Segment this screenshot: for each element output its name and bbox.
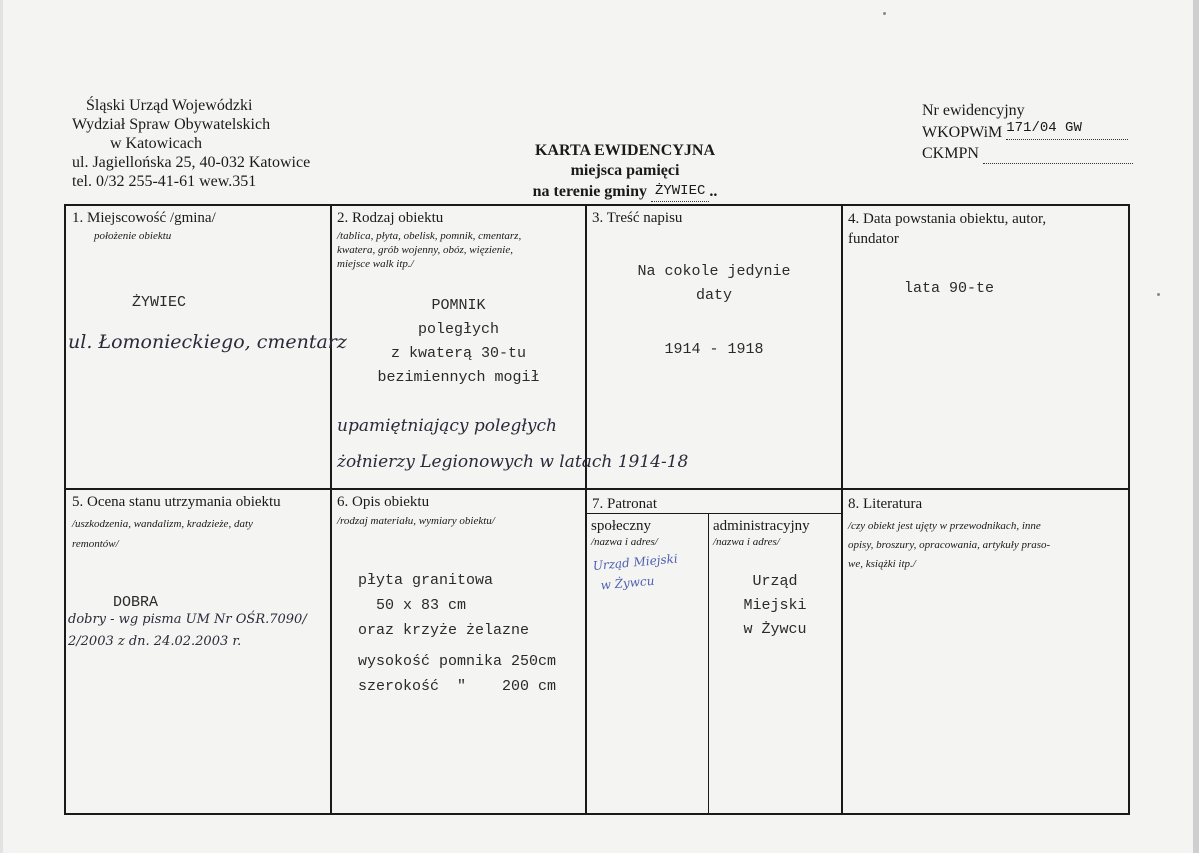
patronat-administracyjny-line: Urząd <box>752 573 798 590</box>
cell-1-typed-value: ŻYWIEC <box>132 294 187 311</box>
table-border-right <box>1128 204 1130 815</box>
cell-4-title-line: fundator <box>848 231 899 247</box>
patronat-spoleczny-line: Urząd Miejski <box>592 551 679 573</box>
patronat-header-divider <box>587 513 841 514</box>
registration-block <box>922 100 1162 164</box>
table-column-divider <box>841 204 843 815</box>
cell-3-typed-block <box>587 260 841 368</box>
office-line: Wydział Spraw Obywatelskich <box>72 116 271 133</box>
cell-4-title <box>848 209 1046 249</box>
cell-2-typed-block <box>332 294 585 390</box>
gmina-value: ŻYWIEC <box>651 181 709 202</box>
cell-5-subtitle <box>72 514 253 554</box>
cell-5-typed-value: DOBRA <box>113 594 159 611</box>
patronat-administracyjny-title: administracyjny <box>713 518 810 534</box>
cell-2-title: 2. Rodzaj obiektu <box>337 210 444 226</box>
table-border-bottom <box>64 813 1130 815</box>
cell-1-subtitle: położenie obiektu <box>94 230 172 242</box>
cell-5-subtitle-line: /uszkodzenia, wandalizm, kradzieże, daty <box>72 518 253 530</box>
cell-4-typed-value: lata 90-te <box>904 280 995 297</box>
cell-3-typed-line: daty <box>695 287 732 304</box>
patronat-administracyjny-line: w Żywcu <box>743 621 807 638</box>
cell-6-typed-line: oraz krzyże żelazne <box>358 622 530 639</box>
paper-speck <box>1157 293 1160 296</box>
cell-8-title: 8. Literatura <box>848 496 923 512</box>
cell-3-typed-line <box>587 308 841 332</box>
cell-3-typed-line: Na cokole jedynie <box>637 263 791 280</box>
cell-8-subtitle-line: opisy, broszury, opracowania, artykuły praso- <box>848 539 1051 551</box>
office-line: w Katowicach <box>110 135 202 152</box>
cell-6-title: 6. Opis obiektu <box>337 494 430 510</box>
paper-speck <box>883 12 886 15</box>
paper-left-edge <box>0 0 3 853</box>
cell-5-title: 5. Ocena stanu utrzymania obiektu <box>72 494 281 510</box>
cell-4-title-line: 4. Data powstania obiektu, autor, <box>848 211 1047 227</box>
wkopwim-line <box>922 121 1162 143</box>
ckmpn-label: CKMPN <box>922 145 979 162</box>
gmina-line: na terenie gminy ŻYWIEC .. <box>532 183 718 200</box>
issuing-office-block <box>72 96 310 191</box>
wkopwim-label: WKOPWiM <box>922 124 1003 141</box>
office-line: tel. 0/32 255-41-61 wew.351 <box>72 173 257 190</box>
patronat-spoleczny-subtitle: /nazwa i adres/ <box>591 536 658 548</box>
cell-1-title: 1. Miejscowość /gmina/ <box>72 210 216 226</box>
cell-8-subtitle-line: /czy obiekt jest ujęty w przewodnikach, inne <box>848 520 1041 532</box>
office-line: ul. Jagiellońska 25, 40-032 Katowice <box>72 154 311 171</box>
cell-7-title: 7. Patronat <box>592 496 657 512</box>
cell-2-subtitle-line: /tablica, płyta, obelisk, pomnik, cmentarz, <box>337 230 522 242</box>
cell-5-handwritten-line: dobry - wg pisma UM Nr OŚR.7090/ <box>68 612 307 627</box>
cell-5-handwritten-line: 2/2003 z dn. 24.02.2003 r. <box>68 634 242 649</box>
ckmpn-line <box>922 143 1162 164</box>
cell-2-typed-line: z kwaterą 30-tu <box>390 345 527 362</box>
cell-2-typed-line: POMNIK <box>431 297 486 314</box>
office-line: Śląski Urząd Wojewódzki <box>86 97 253 114</box>
patronat-administracyjny-typed <box>709 570 841 642</box>
table-border-left <box>64 204 66 815</box>
cell-2-typed-line: bezimiennych mogił <box>377 369 540 386</box>
document-title: KARTA EWIDENCYJNA <box>534 142 716 159</box>
patronat-column-divider <box>708 513 709 813</box>
cell-6-subtitle: /rodzaj materiału, wymiary obiektu/ <box>337 515 495 527</box>
table-row-divider <box>64 488 1130 490</box>
document-title-block <box>500 141 750 202</box>
cell-2-subtitle <box>337 229 521 271</box>
cell-2-handwritten-line: upamiętniający poległych <box>337 416 557 436</box>
cell-3-title: 3. Treść napisu <box>592 210 683 226</box>
patronat-spoleczny-line: w Żywcu <box>599 573 655 593</box>
cell-2-subtitle-line: miejsce walk itp./ <box>337 258 414 270</box>
nr-ewidencyjny-label: Nr ewidencyjny <box>922 102 1025 119</box>
cell-6-typed-line: 50 x 83 cm <box>358 597 467 614</box>
cell-5-subtitle-line: remontów/ <box>72 538 119 550</box>
table-border-top <box>64 204 1130 206</box>
cell-2-handwritten-line: żołnierzy Legionowych w latach 1914-18 <box>337 452 689 472</box>
document-subtitle: miejsca pamięci <box>570 162 680 179</box>
patronat-administracyjny-subtitle: /nazwa i adres/ <box>713 536 780 548</box>
cell-8-subtitle-line: we, książki itp./ <box>848 558 916 570</box>
cell-1-handwritten-value: ul. Łomonieckiego, cmentarz <box>68 331 347 353</box>
ckmpn-dotted-field <box>983 149 1133 164</box>
cell-8-subtitle <box>848 517 1128 574</box>
patronat-spoleczny-handwritten <box>592 549 680 596</box>
cell-6-typed-block <box>358 568 556 699</box>
patronat-spoleczny-title: społeczny <box>591 518 651 534</box>
cell-6-typed-line: szerokość " 200 cm <box>358 678 557 695</box>
patronat-administracyjny-line: Miejski <box>743 597 807 614</box>
wkopwim-value: 171/04 GW <box>1006 118 1128 140</box>
gmina-label: na terenie gminy <box>532 183 647 200</box>
cell-2-subtitle-line: kwatera, grób wojenny, obóz, więzienie, <box>337 244 513 256</box>
cell-3-typed-line: 1914 - 1918 <box>664 341 764 358</box>
paper-right-edge <box>1193 0 1199 853</box>
cell-6-typed-line: płyta granitowa <box>358 572 494 589</box>
cell-2-typed-line: poległych <box>417 321 499 338</box>
cell-6-typed-line: wysokość pomnika 250cm <box>358 653 557 670</box>
